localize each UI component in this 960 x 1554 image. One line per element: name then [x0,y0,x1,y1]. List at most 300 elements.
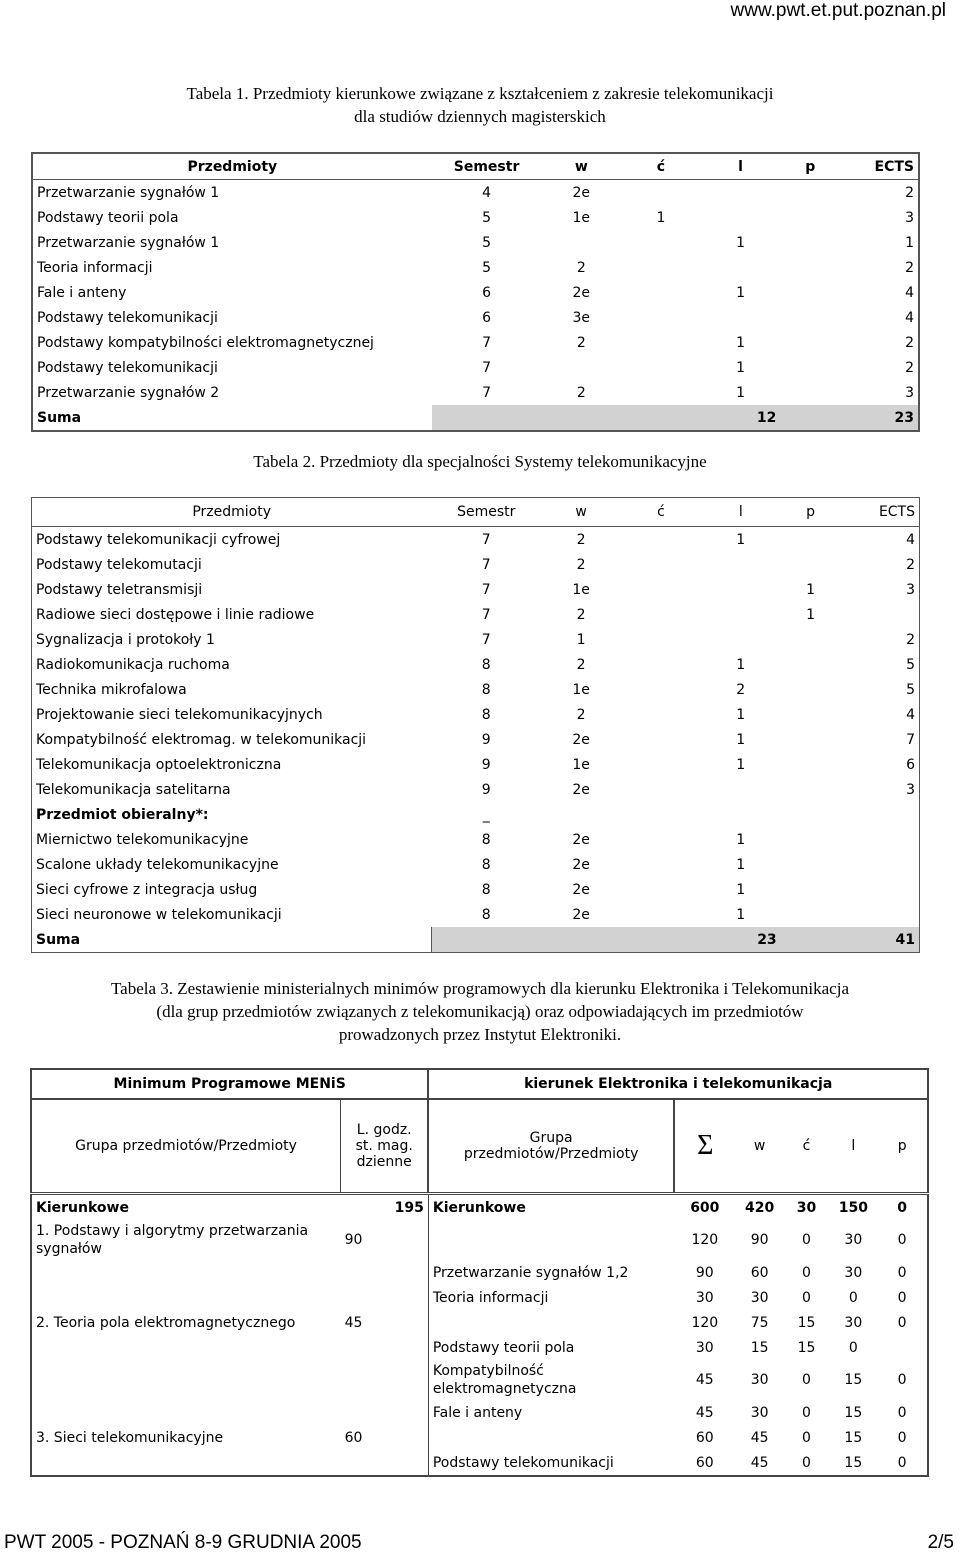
table-cell: 30 [844,1264,863,1281]
table-cell [701,180,781,206]
table1-header-row [32,153,919,180]
table-cell: 7 [482,384,492,401]
table-cell: 0 [897,1314,907,1331]
table-cell: 1 [806,606,816,623]
table-cell: 8 [481,831,491,848]
table-cell: 1e [572,581,590,598]
table-cell: 2 [576,334,586,351]
table-cell: 15 [844,1372,863,1388]
table-cell: 0 [897,1454,907,1471]
table-cell: 45 [750,1454,769,1471]
table-cell: Podstawy teorii pola [37,209,179,226]
table-cell [780,355,840,380]
table-cell: Przetwarzanie sygnałów 2 [37,384,220,401]
table1-header-cell: Semestr [432,153,542,180]
table-cell: Fale i anteny [37,284,127,301]
table-cell [781,702,841,727]
table-row [32,205,919,230]
table-cell: 2 [576,259,586,276]
page-number: 2/5 [927,1532,954,1553]
table-row [31,1194,928,1221]
table-cell: 1e [572,681,590,698]
table-cell: 1 [736,531,746,548]
table-cell: 8 [481,881,491,898]
table-cell [781,677,841,702]
table-cell: Radiowe sieci dostępowe i linie radiowe [36,606,315,623]
table-cell: 0 [897,1289,907,1306]
table-cell: 15 [844,1454,863,1471]
table-cell: Podstawy telekomunikacji [37,359,218,376]
table-cell [428,1220,674,1260]
table-cell: 30 [750,1404,769,1421]
table-row [32,802,920,827]
table-cell: 2 [905,359,914,376]
table-cell: 1 [656,209,666,226]
table-cell [541,802,621,827]
table-row [32,280,919,305]
table-cell: 5 [482,209,492,226]
table-cell [781,852,841,877]
table-cell [841,902,920,927]
table-cell: 1 [736,334,746,351]
table-cell [781,777,841,802]
table-cell [841,877,920,902]
table-row [32,652,920,677]
table-cell [31,1400,341,1425]
table-cell [781,827,841,852]
table-cell: 15 [844,1429,863,1446]
table-cell: Scalone układy telekomunikacyjne [36,856,279,873]
table-cell [341,1450,429,1476]
table-row [32,527,920,553]
table-cell [621,255,701,280]
table-cell [877,1335,928,1360]
table-row [32,380,919,405]
table-cell: 5 [482,259,492,276]
table-cell [621,627,701,652]
table-row [32,602,920,627]
table-cell: 0 [802,1264,811,1281]
table2-header-cell: ć [621,498,701,527]
table-cell [841,827,920,852]
table-cell: Przetwarzanie sygnałów 1 [37,184,220,201]
table-cell: Teoria informacji [432,1289,549,1306]
table-cell: Sieci neuronowe w telekomunikacji [36,906,282,923]
table-cell: Kierunkowe [432,1199,526,1216]
table-cell: Teoria informacji [37,259,153,276]
table-cell: 0 [897,1429,907,1446]
table-cell: 4 [905,284,914,301]
table-cell: 0 [897,1232,907,1248]
table-cell: 7 [482,334,492,351]
table-cell: 2 [576,606,586,623]
table-cell: 15 [844,1404,863,1421]
table-cell: 3e [572,309,591,326]
table2-header-cell: p [781,498,841,527]
table-cell: 0 [897,1264,907,1281]
table-cell: Przedmiot obieralny*: [36,806,209,823]
table-cell: Przetwarzanie sygnałów 1,2 [432,1264,629,1281]
table-cell: 1 [736,731,746,748]
table-cell [841,802,920,827]
table-cell [701,255,781,280]
table-cell: Radiokomunikacja ruchoma [36,656,230,673]
table-cell: 60 [695,1429,714,1446]
table-row [32,727,920,752]
table-row [32,777,920,802]
table2-sum-row [32,927,920,953]
table-cell [621,677,701,702]
table-cell: 30 [695,1289,714,1306]
table-row [32,330,919,355]
table-cell: 2e [572,781,590,798]
table-row [31,1335,928,1360]
table-cell [341,1400,429,1425]
table-cell: 30 [844,1232,863,1248]
table-cell: 1 [736,284,746,301]
table2-header-cell: Przedmioty [32,498,432,527]
table-cell [621,280,701,305]
table2-header-row [32,498,920,527]
table-row [32,577,920,602]
table-row [31,1310,928,1335]
table-cell: 90 [750,1232,769,1248]
table-cell [621,355,701,380]
table-cell [621,852,701,877]
table-cell [341,1335,429,1360]
table-cell: 8 [481,906,491,923]
table-cell: 195 [341,1194,429,1221]
table-cell: 15 [797,1339,816,1356]
table-cell: 2e [572,856,590,873]
table-cell: 420 [745,1199,775,1216]
table-cell [31,1450,341,1476]
table-cell: 0 [897,1199,908,1216]
table-cell [701,777,781,802]
table3-caption-line3: prowadzonych przez Instytut Elektroniki. [338,1025,622,1044]
sub-header-grupa-left: Grupa przedmiotów/Przedmioty [31,1099,341,1194]
table-cell: Kompatybilność elektromag. w telekomunikacji [36,731,367,748]
table-cell [621,777,701,802]
table-cell [781,802,841,827]
table-cell: Podstawy teletransmisji [36,581,203,598]
table-cell: 2 [905,184,914,201]
table-cell: Sieci cyfrowe z integracja usług [36,881,258,898]
table-cell: 0 [802,1232,811,1248]
table-row [32,677,920,702]
table-cell: 2 [576,706,586,723]
table-cell: 9 [481,731,491,748]
table-cell [541,355,621,380]
table-cell: 0 [897,1404,907,1421]
table-row [32,852,920,877]
table-cell [701,627,781,652]
table-row [31,1400,928,1425]
table-cell: Telekomunikacja optoelektroniczna [36,756,282,773]
table-cell [621,752,701,777]
table-cell: 5 [906,681,915,698]
table-cell: 2 [906,631,915,648]
table-cell: 2 [905,259,914,276]
table-cell: 45 [695,1372,714,1388]
table-cell: 0 [802,1429,811,1446]
table-cell [621,827,701,852]
table-cell: 2e [572,731,590,748]
table-cell: 1 [736,384,746,401]
table-cell: 8 [481,681,491,698]
table-row [32,180,919,206]
sum-label: Suma [32,927,432,953]
table1-header-cell: p [780,153,840,180]
table-cell: 2 [576,656,586,673]
table1-sum-row [32,405,919,431]
table2-header-cell: l [701,498,781,527]
table-row [32,255,919,280]
table-cell: 4 [906,706,915,723]
table-cell: 2e [572,881,590,898]
table-cell: 3 [906,781,915,798]
sum-ects: 41 [781,927,920,953]
sub-header-grupa-right-line: Grupa [529,1130,573,1146]
table-cell: 45 [341,1310,429,1335]
table-cell: Sygnalizacja i protokoły 1 [36,631,215,648]
table-row [32,627,920,652]
table-cell [701,602,781,627]
table-cell: 6 [482,284,492,301]
table-row [32,230,919,255]
table-cell: 120 [691,1232,719,1248]
table-cell [621,180,701,206]
table-cell: Przetwarzanie sygnałów 1 [37,234,220,251]
table-cell: 1 [736,831,746,848]
table-cell: 1 [905,234,914,251]
table3-sub-header-row [31,1099,928,1194]
group-header-left: Minimum Programowe MENiS [31,1069,428,1099]
sigma-symbol: Σ [674,1099,736,1194]
table-cell: 2 [905,334,914,351]
table-cell [621,527,701,553]
table3 [30,1068,929,1477]
table-cell [780,305,840,330]
table1-header-cell: w [541,153,621,180]
table-cell [621,380,701,405]
table-cell: 2 [576,556,586,573]
table-cell: 6 [482,309,492,326]
table-cell: 60 [341,1425,429,1450]
table2 [31,497,920,953]
sub-header-godz [341,1099,429,1194]
table-cell [781,752,841,777]
sum-value: 12 [432,405,781,431]
table-cell [31,1260,341,1285]
table-row [32,827,920,852]
table-cell [781,552,841,577]
table-cell [781,527,841,553]
table-cell [428,1310,674,1335]
table-cell: 75 [750,1314,769,1331]
table-cell: 6 [906,756,915,773]
table-row [32,552,920,577]
sub-header-godz-line: L. godz. [356,1122,412,1138]
table-cell: 0 [802,1404,811,1421]
table3-caption-line1: Tabela 3. Zestawienie ministerialnych minimów programowych dla kierunku Elektronika i Telekomunikacja [110,979,849,998]
table-cell [780,205,840,230]
table-cell: 2e [572,184,591,201]
table-row [31,1285,928,1310]
table-cell: 1 [806,581,816,598]
table-cell: Miernictwo telekomunikacyjne [36,831,249,848]
table-cell: 8 [481,706,491,723]
table-cell: 0 [802,1289,811,1306]
table-cell: Projektowanie sieci telekomunikacyjnych [36,706,323,723]
table-cell [781,727,841,752]
table-cell: 3. Sieci telekomunikacyjne [36,1429,224,1446]
table-cell: 30 [844,1314,863,1331]
table-cell [541,230,621,255]
table-row [32,355,919,380]
table-row [31,1260,928,1285]
table-cell: Podstawy teorii pola [432,1339,575,1356]
table-cell: 2 [576,531,586,548]
table-cell: 1 [736,234,746,251]
table-cell: Kompatybilność elektromagnetyczna [432,1363,577,1397]
table-cell: 1 [736,906,746,923]
table-row [31,1220,928,1260]
table-cell: 4 [905,309,914,326]
table-cell: Telekomunikacja satelitarna [36,781,231,798]
table-cell: 30 [750,1372,769,1388]
table-row [32,305,919,330]
sum-ects: 23 [780,405,919,431]
table-cell: 7 [481,606,491,623]
table-cell [428,1425,674,1450]
table-cell: 15 [750,1339,769,1356]
table-cell: 600 [690,1199,720,1216]
table-cell: 1 [576,631,586,648]
table-cell: 2e [572,831,590,848]
table-cell [621,877,701,902]
table-cell [701,305,781,330]
table-cell: 45 [750,1429,769,1446]
table-cell: 150 [838,1199,868,1216]
table2-header-cell: w [541,498,621,527]
table-cell [780,180,840,206]
table-cell [701,802,781,827]
table-cell: 1 [736,756,746,773]
sum-value: 23 [431,927,780,953]
sub-header-grupa-right-line: przedmiotów/Przedmioty [463,1146,639,1162]
table3-caption-line2: (dla grup przedmiotów związanych z telekomunikacją) oraz odpowiadających im przedmiotów [156,1002,804,1021]
table-cell: 2e [572,284,591,301]
table-cell [780,380,840,405]
table-cell [31,1335,341,1360]
table-cell [621,702,701,727]
table-cell: 120 [691,1314,719,1331]
table-cell [841,852,920,877]
table-cell: Podstawy telekomunikacji [432,1454,614,1471]
table-cell [31,1285,341,1310]
table-cell: 15 [797,1314,816,1331]
table-cell: 9 [481,756,491,773]
table-cell: 7 [481,531,491,548]
table-cell [841,602,920,627]
table-cell: 1 [736,881,746,898]
table-cell [621,902,701,927]
table-cell [781,627,841,652]
table-cell [621,230,701,255]
table-cell: Podstawy telekomunikacji [37,309,218,326]
table-cell [621,330,701,355]
table-cell: 2 [736,681,746,698]
table-cell [621,552,701,577]
table-cell [780,280,840,305]
table-cell [621,577,701,602]
table-cell [701,577,781,602]
table-cell: 5 [482,234,492,251]
sub-header-godz-line: st. mag. [355,1138,413,1154]
table-cell [31,1360,341,1400]
table-row [32,752,920,777]
table-cell: 5 [906,656,915,673]
page-footer-left: PWT 2005 - POZNAŃ 8-9 GRUDNIA 2005 [4,1532,362,1553]
table-cell [621,802,701,827]
table-cell: 8 [481,856,491,873]
table-cell: 1. Podstawy i algorytmy przetwarzania sygnałów [36,1223,309,1257]
table1-header-cell: l [701,153,781,180]
table-cell: 8 [481,656,491,673]
table-cell [780,255,840,280]
table-cell: 0 [802,1372,811,1388]
table-cell: 4 [906,531,915,548]
table-cell: 1 [736,856,746,873]
sub-header-grupa-right [428,1099,674,1194]
table-cell [780,230,840,255]
table-cell: Fale i anteny [432,1404,523,1421]
table1-header-cell: Przedmioty [32,153,432,180]
table-cell: 0 [802,1454,811,1471]
table-cell: 2. Teoria pola elektromagnetycznego [36,1314,296,1331]
table-cell: 3 [905,384,914,401]
table-cell: Kierunkowe [36,1199,129,1216]
page-header-url: www.pwt.et.put.poznan.pl [730,0,946,21]
table-cell: 30 [750,1289,769,1306]
table1 [31,152,920,432]
table-cell: 3 [906,581,915,598]
table1-header-cell: ECTS [840,153,919,180]
table-cell [341,1360,429,1400]
table-cell: 4 [482,184,492,201]
table-cell: 0 [848,1339,858,1356]
table-cell: 2e [572,906,590,923]
table-cell: 0 [897,1372,907,1388]
table-cell: 60 [750,1264,769,1281]
sub-header-p: p [877,1099,928,1194]
table-cell: 7 [481,556,491,573]
sum-label: Suma [32,405,432,431]
table-cell: Podstawy kompatybilności elektromagnetycznej [37,334,374,351]
table-cell [621,652,701,677]
table-cell [701,552,781,577]
table-cell: 7 [481,581,491,598]
table-cell [621,727,701,752]
table-cell [621,602,701,627]
table-cell: 1 [736,706,746,723]
table-cell: 0 [848,1289,858,1306]
group-header-right: kierunek Elektronika i telekomunikacja [428,1069,928,1099]
table2-caption: Tabela 2. Przedmioty dla specjalności Systemy telekomunikacyjne [253,452,707,471]
table3-group-header-row [31,1069,928,1099]
table-cell [781,902,841,927]
